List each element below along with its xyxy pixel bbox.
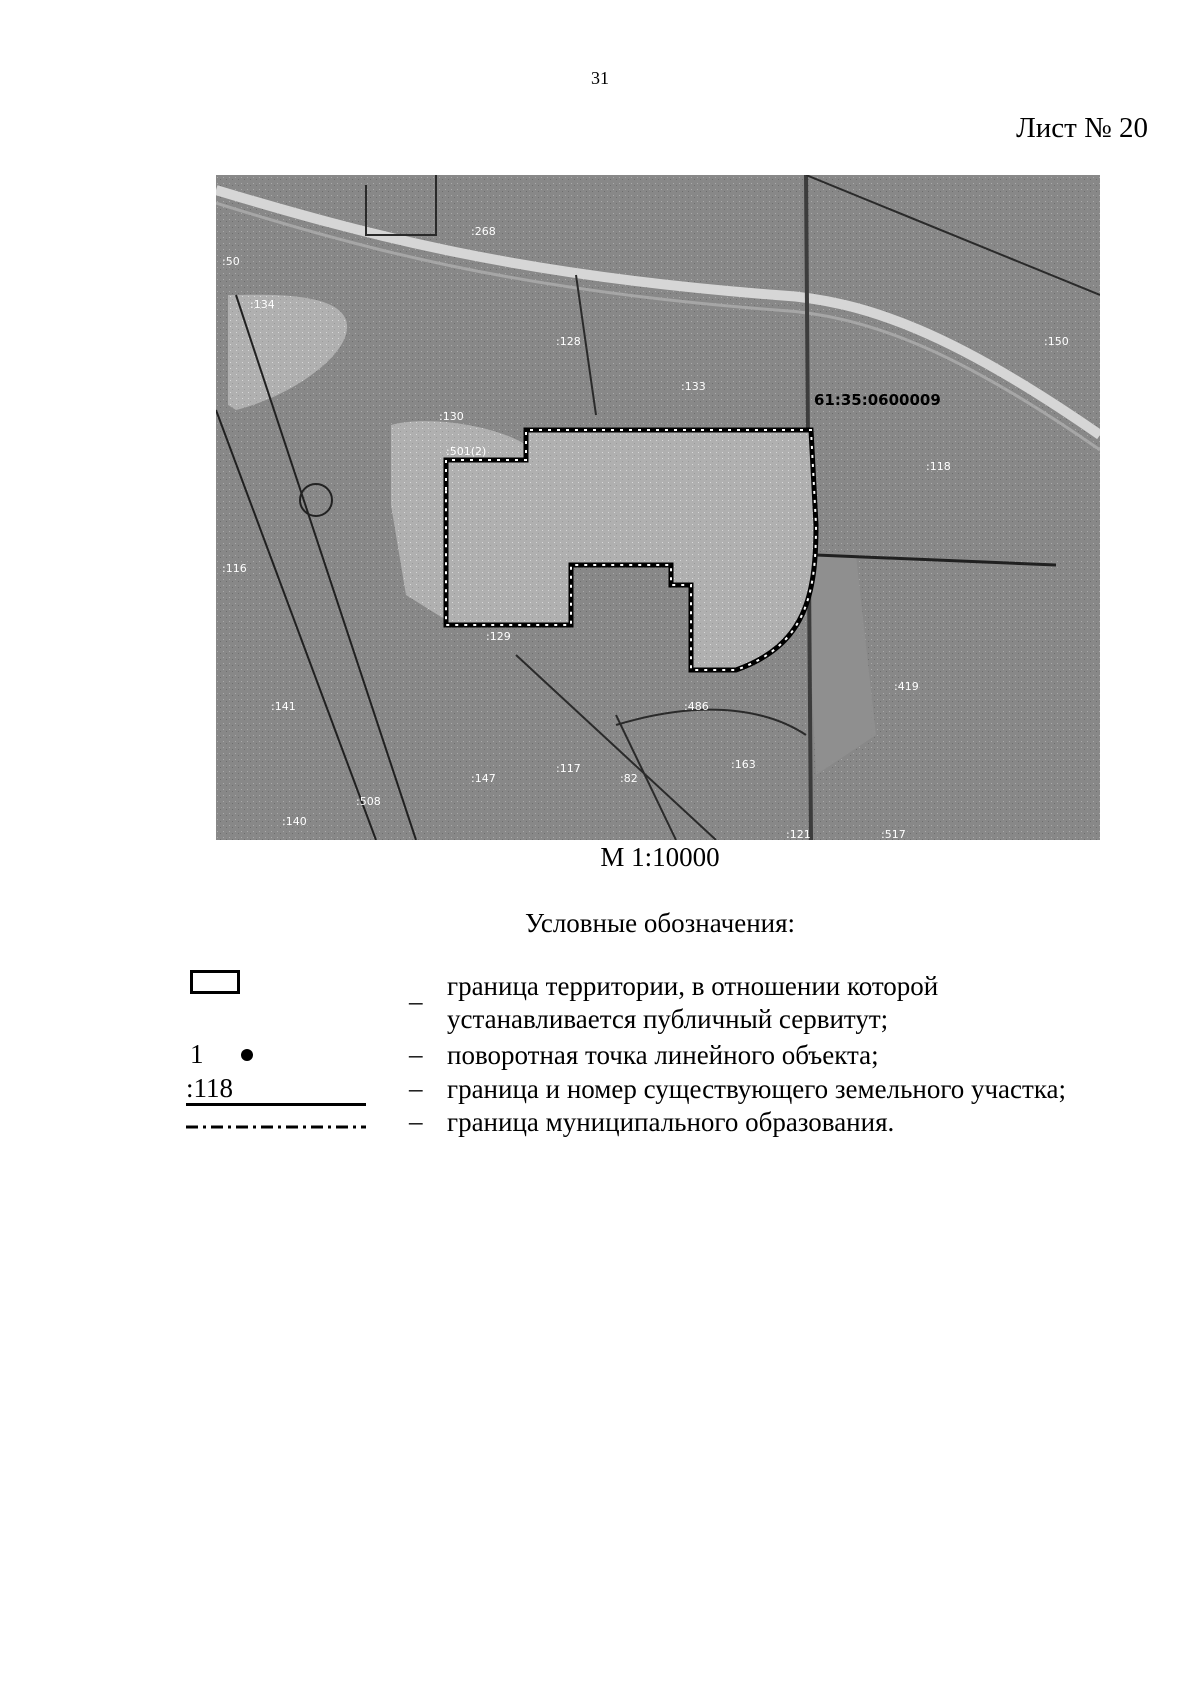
dash-dot-line-icon (186, 1124, 366, 1130)
parcel-label: :116 (222, 562, 247, 575)
legend-item-point (180, 1039, 1120, 1072)
parcel-label: :128 (556, 335, 581, 348)
rectangle-symbol-icon (190, 970, 240, 994)
parcel-label: :268 (471, 225, 496, 238)
legend-text: граница муниципального образования. (447, 1107, 895, 1137)
parcel-label: :147 (471, 772, 496, 785)
legend-item-parcel (180, 1073, 1120, 1106)
parcel-label: :517 (881, 828, 906, 840)
legend-text: поворотная точка линейного объекта; (447, 1040, 879, 1070)
parcel-label: :50 (222, 255, 240, 268)
parcel-label: :501(2) (446, 445, 487, 458)
legend-dash: – (409, 986, 423, 1016)
parcel-label: :130 (439, 410, 464, 423)
sheet-label: Лист № 20 (1016, 112, 1148, 144)
legend-text: граница и номер существующего земельного участка; (447, 1074, 1067, 1104)
legend-dash: – (409, 1073, 423, 1103)
point-number: 1 (190, 1039, 204, 1069)
parcel-label: :150 (1044, 335, 1069, 348)
legend-item-municipal (180, 1106, 1120, 1139)
parcel-label: :140 (282, 815, 307, 828)
legend-item-servitude (180, 970, 1120, 1040)
legend-title: Условные обозначения: (524, 908, 796, 938)
legend-dash: – (409, 1039, 423, 1069)
parcel-label: :163 (731, 758, 756, 771)
page-number: 31 (591, 68, 609, 88)
point-dot-icon (241, 1049, 253, 1061)
parcel-label: :121 (786, 828, 811, 840)
parcel-label: :117 (556, 762, 581, 775)
parcel-label: :118 (926, 460, 951, 473)
parcel-line-symbol: :118 (186, 1073, 366, 1106)
parcel-label: :134 (250, 298, 275, 311)
cadastral-quarter-label: 61:35:0600009 (814, 391, 941, 409)
parcel-label: :129 (486, 630, 511, 643)
map-scale: М 1:10000 (600, 842, 720, 872)
legend-text: устанавливается публичный сервитут; (447, 1004, 889, 1034)
parcel-label: :508 (356, 795, 381, 808)
cadastral-map (216, 175, 1100, 840)
parcel-label: :419 (894, 680, 919, 693)
parcel-label: :141 (271, 700, 296, 713)
parcel-label: :486 (684, 700, 709, 713)
parcel-label: :133 (681, 380, 706, 393)
legend-text: граница территории, в отношении которой (447, 971, 939, 1001)
legend-dash: – (409, 1106, 423, 1136)
map-drawing (216, 175, 1100, 840)
parcel-label: :82 (620, 772, 638, 785)
